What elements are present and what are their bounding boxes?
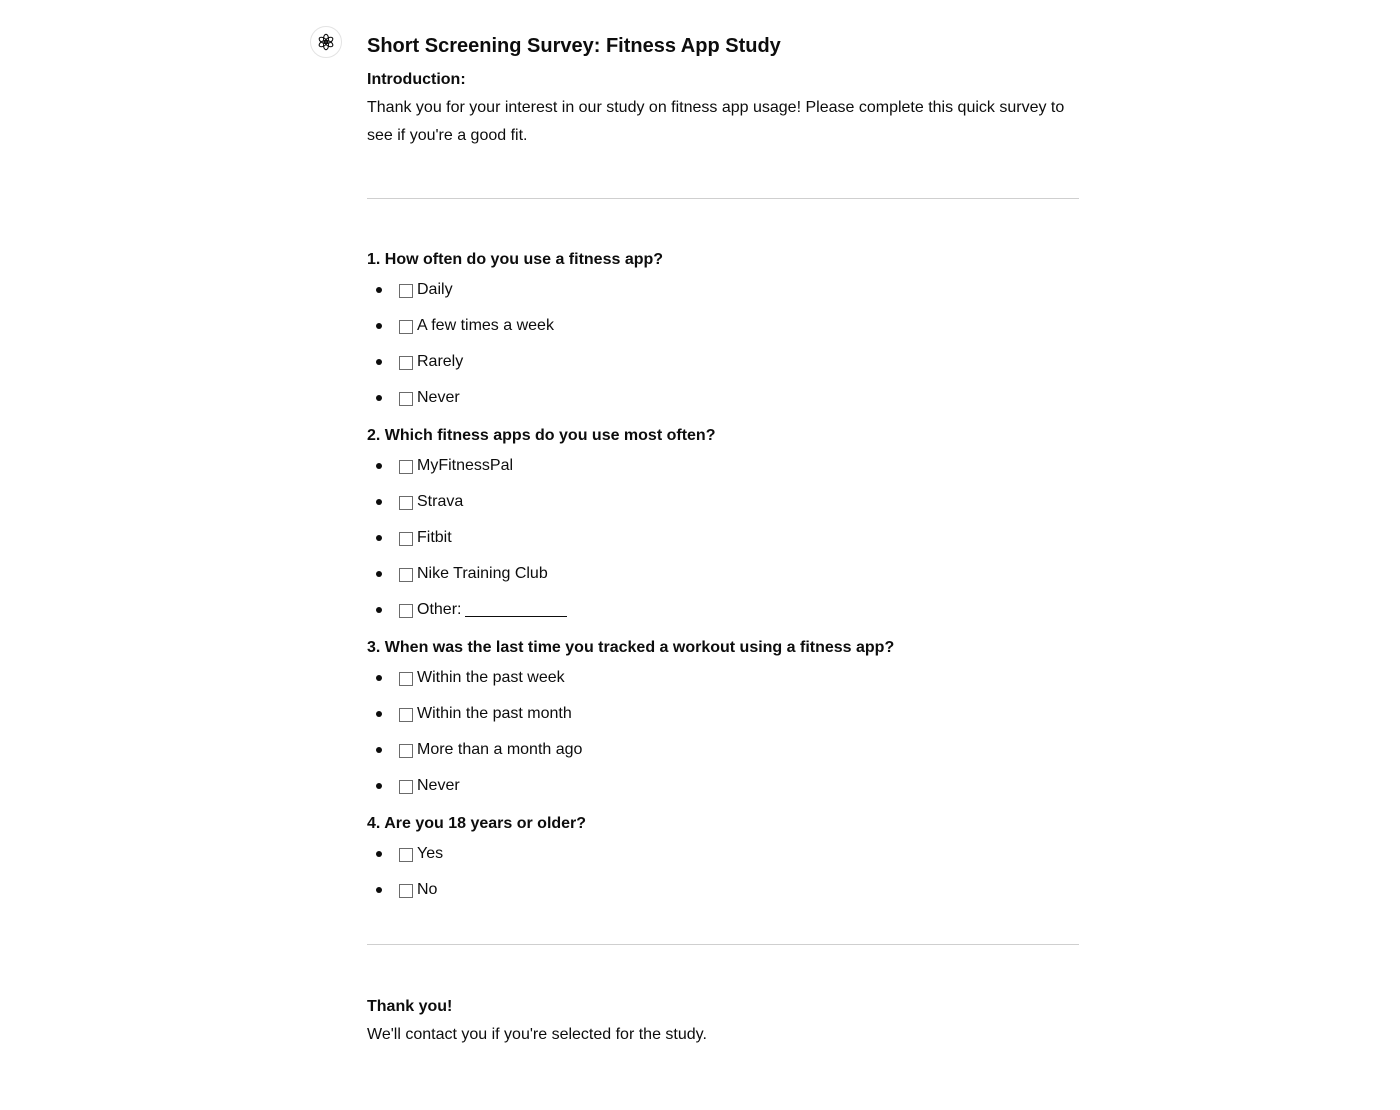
question-text: 3. When was the last time you tracked a workout using a fitness app?: [367, 639, 895, 656]
question-3: [367, 634, 1079, 810]
question-text: 4. Are you 18 years or older?: [367, 815, 587, 832]
option-label: A few times a week: [417, 317, 554, 334]
option-label: Yes: [417, 845, 444, 862]
bullet-icon: [376, 535, 382, 541]
bullet-icon: [376, 747, 382, 753]
option-item[interactable]: [367, 774, 1079, 810]
option-item[interactable]: [367, 350, 1079, 386]
bullet-icon: [376, 887, 382, 893]
option-label: Within the past month: [417, 705, 572, 722]
checkbox-icon[interactable]: [399, 744, 413, 758]
closing-text: We'll contact you if you're selected for the study.: [367, 1026, 707, 1043]
option-label: Within the past week: [417, 669, 565, 686]
assistant-message: [367, 30, 1079, 1049]
option-item[interactable]: [367, 842, 1079, 878]
question-1: [367, 246, 1079, 422]
checkbox-icon[interactable]: [399, 284, 413, 298]
option-label: Other:: [417, 601, 462, 618]
option-label: Never: [417, 389, 460, 406]
bullet-icon: [376, 783, 382, 789]
closing-heading: Thank you!: [367, 998, 453, 1015]
option-label: Never: [417, 777, 460, 794]
bullet-icon: [376, 851, 382, 857]
option-item[interactable]: [367, 738, 1079, 774]
option-list: [367, 278, 1079, 422]
bullet-icon: [376, 499, 382, 505]
option-label: Nike Training Club: [417, 565, 548, 582]
option-label: Strava: [417, 493, 464, 510]
option-label: Fitbit: [417, 529, 452, 546]
checkbox-icon[interactable]: [399, 672, 413, 686]
checkbox-icon[interactable]: [399, 392, 413, 406]
question-text: 2. Which fitness apps do you use most often?: [367, 427, 716, 444]
option-label: Daily: [417, 281, 453, 298]
openai-logo-icon: [316, 32, 336, 52]
checkbox-icon[interactable]: [399, 320, 413, 334]
option-item[interactable]: [367, 666, 1079, 702]
option-label: MyFitnessPal: [417, 457, 514, 474]
option-item[interactable]: [367, 278, 1079, 314]
checkbox-icon[interactable]: [399, 780, 413, 794]
option-item[interactable]: [367, 702, 1079, 738]
option-item[interactable]: [367, 878, 1079, 914]
question-text: 1. How often do you use a fitness app?: [367, 251, 664, 268]
option-item[interactable]: [367, 598, 1079, 634]
option-list: [367, 666, 1079, 810]
checkbox-icon[interactable]: [399, 884, 413, 898]
option-item[interactable]: [367, 386, 1079, 422]
checkbox-icon[interactable]: [399, 496, 413, 510]
bullet-icon: [376, 323, 382, 329]
bullet-icon: [376, 607, 382, 613]
question-2: [367, 422, 1079, 634]
option-label: More than a month ago: [417, 741, 583, 758]
checkbox-icon[interactable]: [399, 356, 413, 370]
option-list: [367, 842, 1079, 914]
option-item[interactable]: [367, 454, 1079, 490]
option-item[interactable]: [367, 490, 1079, 526]
checkbox-icon[interactable]: [399, 848, 413, 862]
bullet-icon: [376, 711, 382, 717]
survey-title: Short Screening Survey: Fitness App Study: [367, 35, 781, 57]
bullet-icon: [376, 463, 382, 469]
intro-heading: Introduction:: [367, 71, 466, 88]
checkbox-icon[interactable]: [399, 460, 413, 474]
intro-text: Thank you for your interest in our study on fitness app usage! Please complete this quick survey to see if you're a good fit.: [367, 99, 1065, 144]
bullet-icon: [376, 359, 382, 365]
bullet-icon: [376, 571, 382, 577]
bullet-icon: [376, 675, 382, 681]
option-item[interactable]: [367, 562, 1079, 598]
assistant-avatar: [310, 26, 342, 58]
bullet-icon: [376, 395, 382, 401]
option-item[interactable]: [367, 526, 1079, 562]
bullet-icon: [376, 287, 382, 293]
question-4: [367, 810, 1079, 914]
other-blank-line[interactable]: [465, 598, 567, 617]
option-label: Rarely: [417, 353, 464, 370]
option-item[interactable]: [367, 314, 1079, 350]
checkbox-icon[interactable]: [399, 604, 413, 618]
option-list: [367, 454, 1079, 634]
checkbox-icon[interactable]: [399, 532, 413, 546]
checkbox-icon[interactable]: [399, 568, 413, 582]
option-label: No: [417, 881, 438, 898]
checkbox-icon[interactable]: [399, 708, 413, 722]
